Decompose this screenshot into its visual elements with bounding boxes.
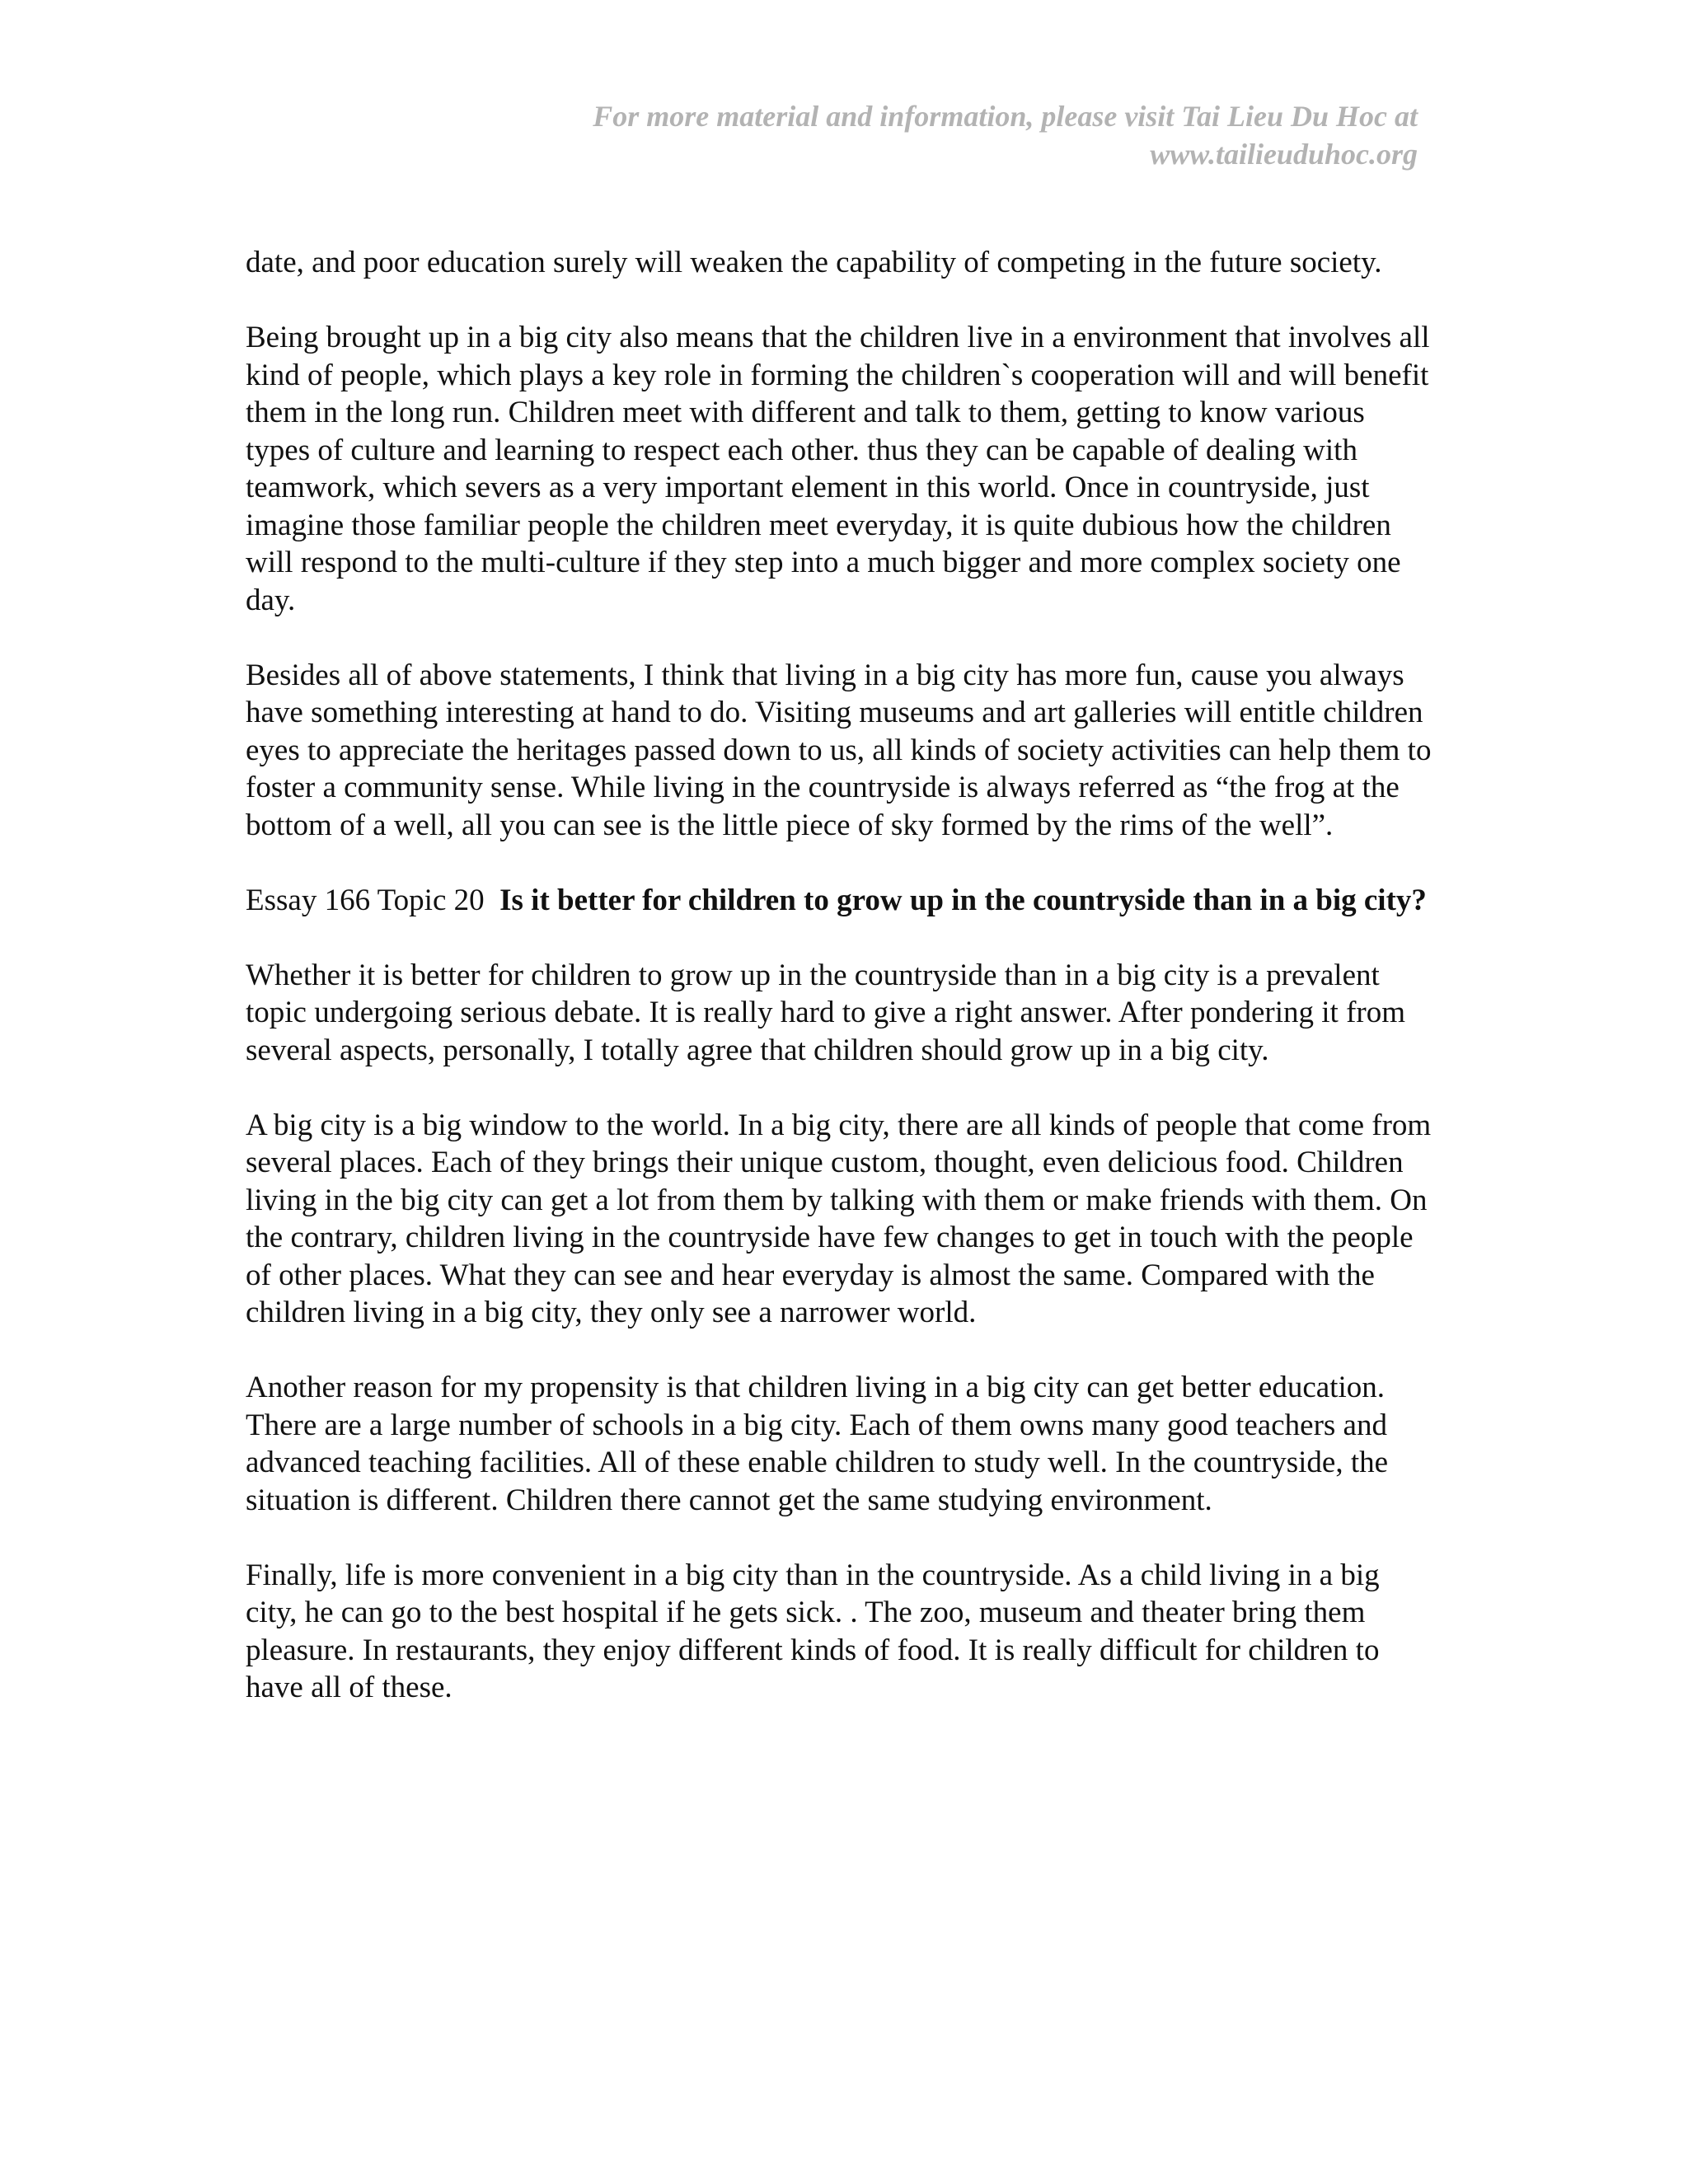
header-line-1: For more material and information, please visit Tai Lieu Du Hoc at [593,100,1418,133]
document-body [246,244,1432,1744]
paragraph: Besides all of above statements, I think that living in a big city has more fun, cause you always have something interesting at hand to do. Visiting museums and art galleries will entitle children eyes to appreciate the heritages passed down to us, all kinds of society activities can help them to foster a community sense. While living in the countryside is always referred as “the frog at the bottom of a well, all you can see is the little piece of sky formed by the rims of the well”. [246,658,1432,842]
essay-title: Is it better for children to grow up in the countryside than in a big city? [499,883,1427,917]
paragraph: date, and poor education surely will weaken the capability of competing in the future society. [246,246,1382,279]
paragraph: Whether it is better for children to grow up in the countryside than in a big city is a prevalent topic undergoing serious debate. It is really hard to give a right answer. After pondering it from several aspects, personally, I totally agree that children should grow up in a big city. [246,958,1406,1067]
paragraph: A big city is a big window to the world. In a big city, there are all kinds of people that come from several places. Each of they brings their unique custom, thought, even delicious food. Children living in the big city can get a lot from them by talking with them or make friends with them. On the contrary, children living in the countryside have few changes to get in touch with the people of other places. What they can see and hear everyday is almost the same. Compared with the children living in a big city, they only see a narrower world. [246,1108,1432,1329]
paragraph: Finally, life is more convenient in a big city than in the countryside. As a child living in a big city, he can go to the best hospital if he gets sick. . The zoo, museum and theater bring them pleasure. In restaurants, they enjoy different kinds of food. It is really difficult for children to have all of these. [246,1558,1380,1704]
essay-heading [246,882,1432,920]
header-link[interactable]: www.tailieuduhoc.org [1150,138,1418,171]
essay-number: Essay 166 Topic 20 [246,883,485,917]
paragraph: Being brought up in a big city also means that the children live in a environment that involves all kind of people, which plays a key role in forming the children`s cooperation will and will benefit them in the long run. Children meet with different and talk to them, getting to know various types of culture and learning to respect each other. thus they can be capable of dealing with teamwork, which severs as a very important element in this world. Once in countryside, just imagine those familiar people the children meet everyday, it is quite dubious how the children will respond to the multi-culture if they step into a much bigger and more complex society one day. [246,321,1430,617]
paragraph: Another reason for my propensity is that children living in a big city can get better education. There are a large number of schools in a big city. Each of them owns many good teachers and advanced teaching facilities. All of these enable children to study well. In the countryside, the situation is different. Children there cannot get the same studying environment. [246,1371,1389,1517]
page-header [429,97,1418,173]
